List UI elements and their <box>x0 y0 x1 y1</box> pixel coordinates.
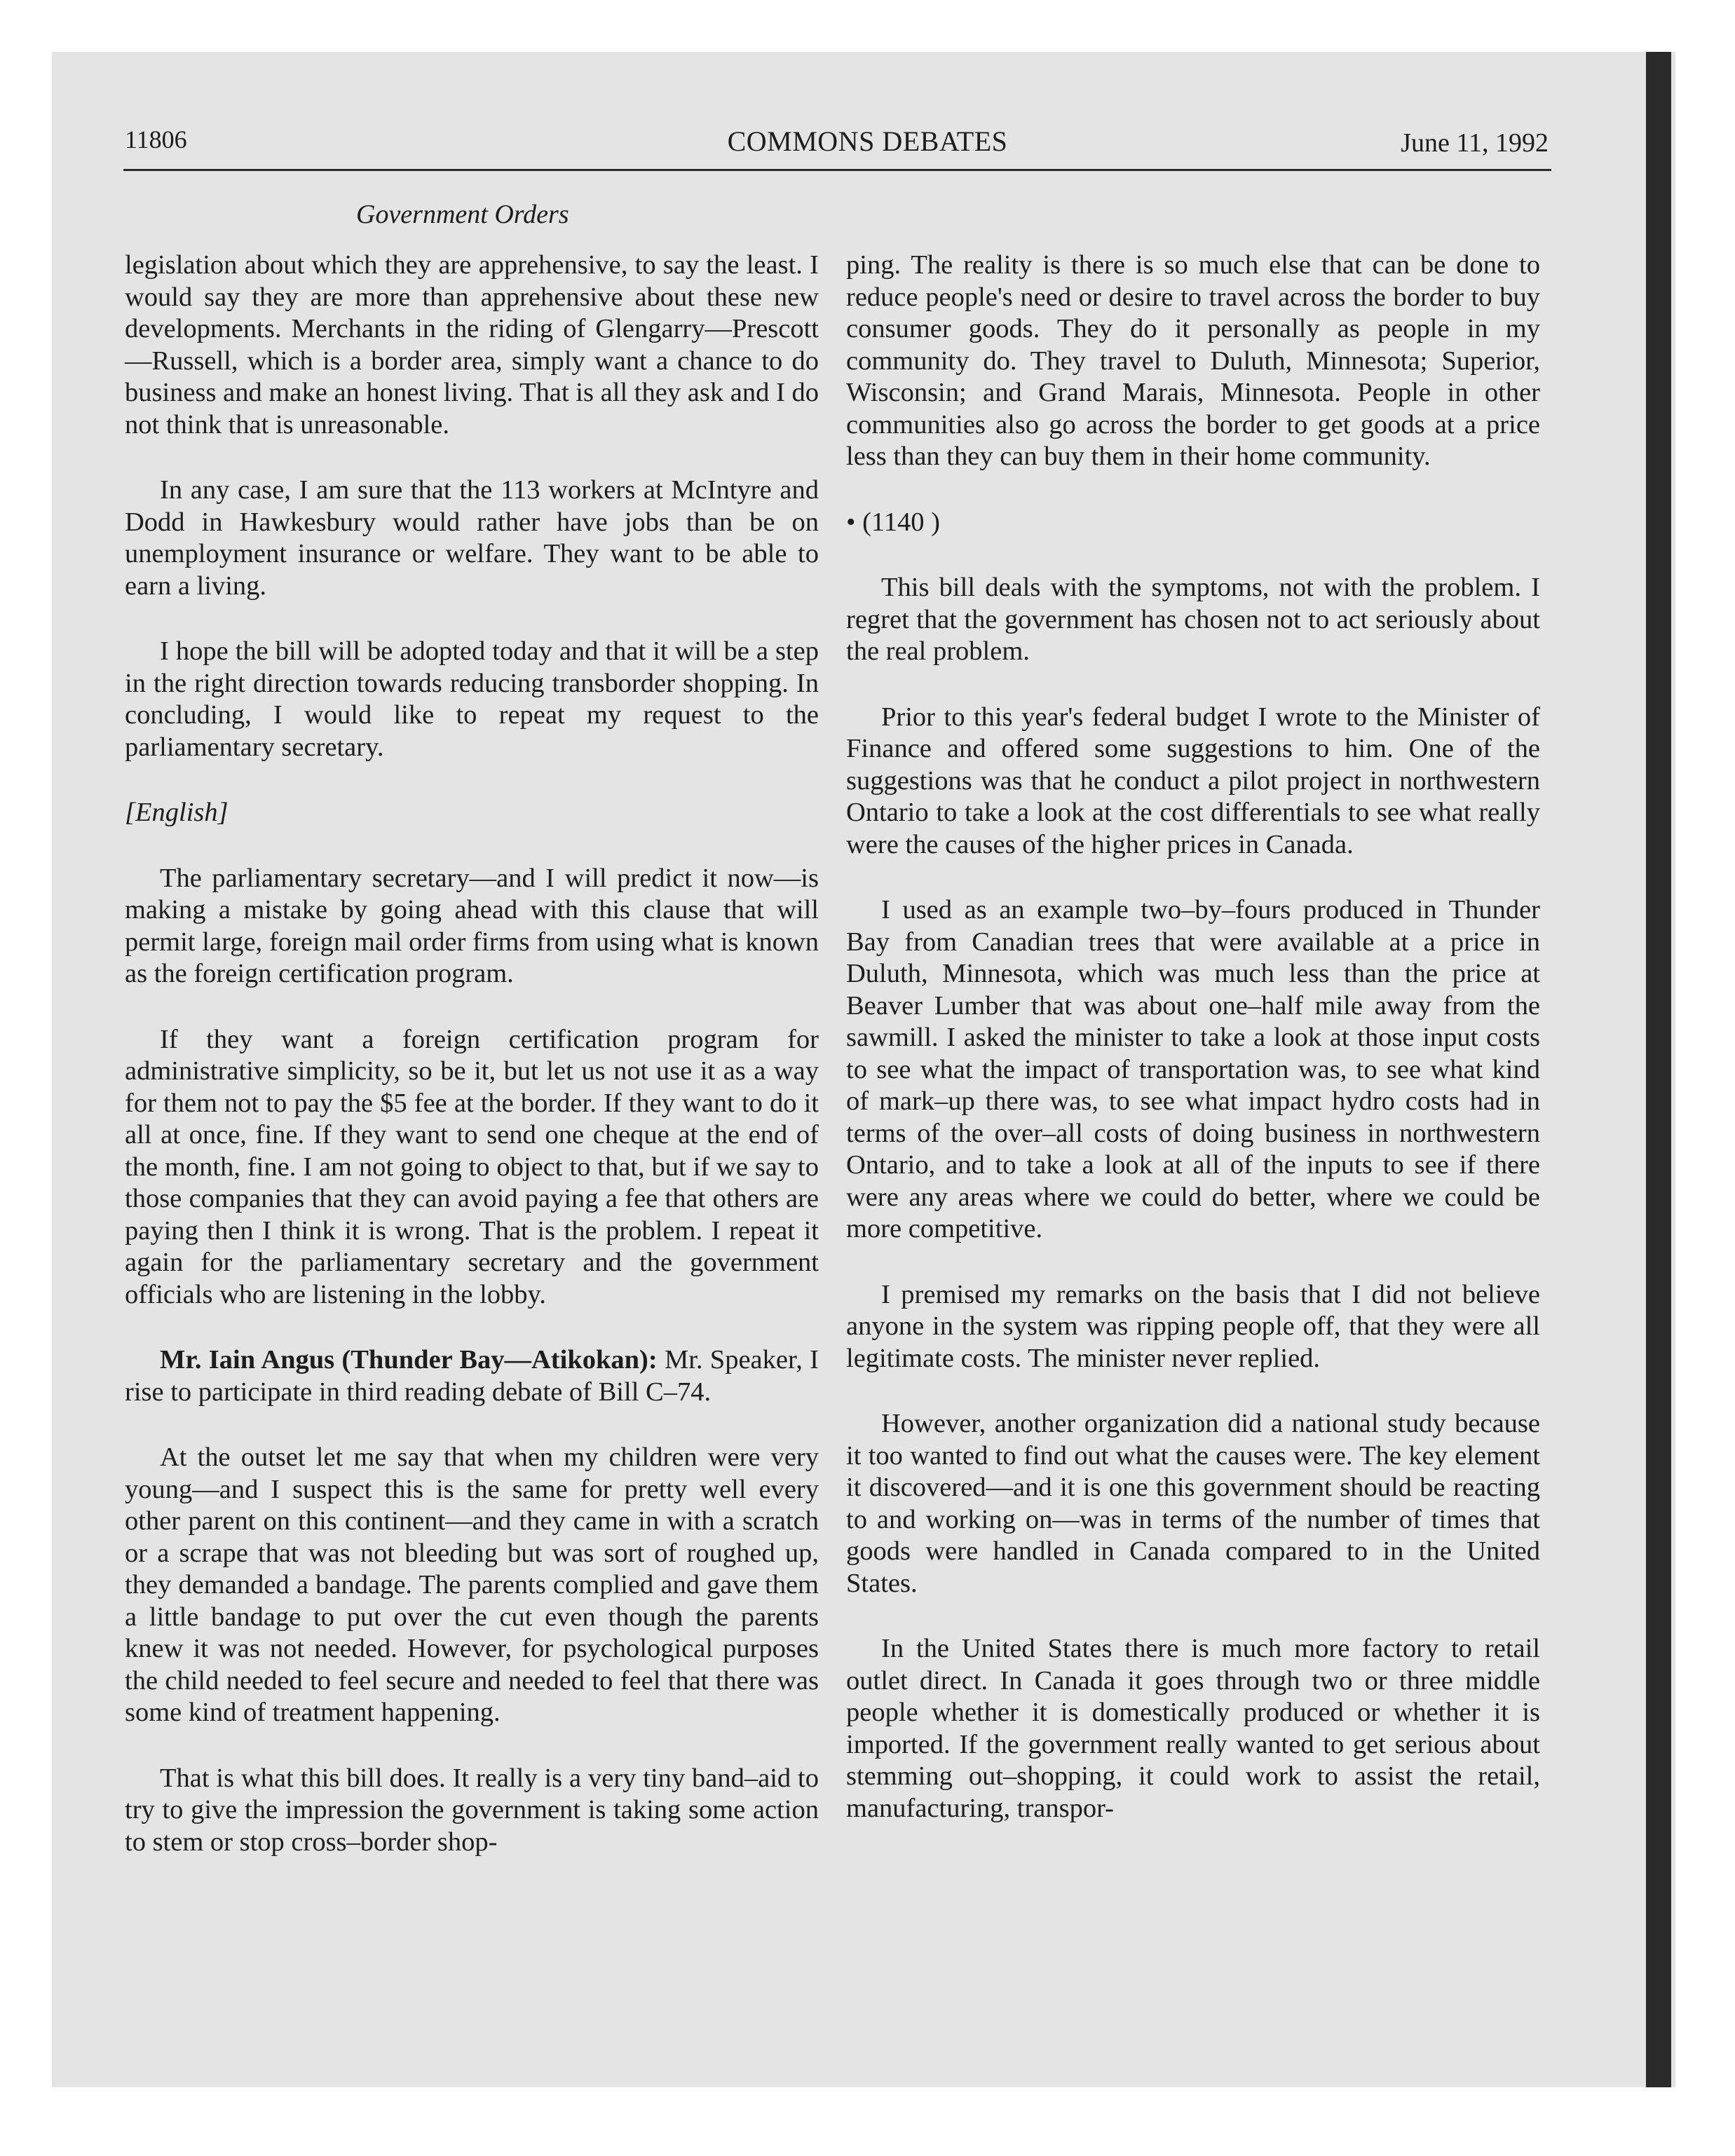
speaker-name: Mr. Iain Angus (Thunder Bay—Atikokan): <box>160 1345 658 1374</box>
paragraph: However, another organization did a national study because it too wanted to find out what the causes were. The key element it discovered—and it is one this government should be reacting to and working on—was in terms of the number of times that goods were handled in Canada compared to in the United States. <box>846 1409 1540 1598</box>
time-marker: • (1140 ) <box>846 507 940 537</box>
left-column <box>125 250 819 1892</box>
section-title: Government Orders <box>356 200 569 229</box>
paragraph: legislation about which they are apprehensive, to say the least. I would say they are more than apprehensive about these new developments. Merchants in the riding of Glengarry—Prescott—Russell, which is a border area, simply want a chance to do business and make an honest living. That is all they ask and I do not think that is unreasonable. <box>125 250 819 439</box>
journal-title: COMMONS DEBATES <box>727 125 1008 157</box>
paragraph: ping. The reality is there is so much else that can be done to reduce people's need or desire to travel across the border to buy consumer goods. They do it personally as people in my community do. They travel to Duluth, Minnesota; Superior, Wisconsin; and Grand Marais, Minnesota. People in other communities also go across the border to get goods at a price less than they can buy them in their home community. <box>846 250 1540 471</box>
paragraph: The parliamentary secretary—and I will predict it now—is making a mistake by going ahead with this clause that will permit large, foreign mail order firms from using what is known as the foreign certification program. <box>125 863 819 988</box>
paragraph: This bill deals with the symptoms, not with the problem. I regret that the government has chosen not to act seriously about the real problem. <box>846 573 1540 666</box>
speaker-text: Mr. Speaker, I rise to participate in third reading debate of Bill C–74. <box>125 1345 819 1407</box>
paragraph: At the outset let me say that when my children were very young—and I suspect this is the same for pretty well every other parent on this continent—and they came in with a scratch or a scrape that was not bleeding but was sort of roughed up, they demanded a bandage. The parents complied and gave them a little bandage to put over the cut even though the parents knew it was not needed. However, for psychological purposes the child needed to feel secure and needed to feel that there was some kind of treatment happening. <box>125 1442 819 1727</box>
paragraph: Prior to this year's federal budget I wrote to the Minister of Finance and offered some suggestions to him. One of the suggestions was that he conduct a pilot project in northwestern Ontario to take a look at the cost differentials to see what really were the causes of the higher prices in Canada. <box>846 702 1540 859</box>
header-rule <box>123 169 1551 171</box>
paragraph: That is what this bill does. It really is a very tiny band–aid to try to give the impression the government is taking some action to stem or stop cross–border shop- <box>125 1763 819 1857</box>
language-marker: [English] <box>125 798 229 827</box>
paragraph: If they want a foreign certification program for administrative simplicity, so be it, but let us not use it as a way for them not to pay the $5 fee at the border. If they want to do it all at once, fine. If they want to send one cheque at the end of the month, fine. I am not going to object to that, but if we say to those companies that they can avoid paying a fee that others are paying then I think it is wrong. That is the problem. I repeat it again for the parliamentary secretary and the government officials who are listening in the lobby. <box>125 1024 819 1309</box>
speaker-paragraph <box>125 1344 819 1408</box>
paragraph: I premised my remarks on the basis that I did not believe anyone in the system was ripping people off, that they were all legitimate costs. The minister never replied. <box>846 1279 1540 1373</box>
page-number: 11806 <box>125 125 187 153</box>
page-date: June 11, 1992 <box>1401 128 1549 158</box>
binding-edge <box>1646 52 1671 2087</box>
paragraph: In any case, I am sure that the 113 workers at McIntyre and Dodd in Hawkesbury would rather have jobs than be on unemployment insurance or welfare. They want to be able to earn a living. <box>125 475 819 601</box>
paragraph: I hope the bill will be adopted today and that it will be a step in the right direction towards reducing transborder shopping. In concluding, I would like to repeat my request to the parliamentary secretary. <box>125 636 819 762</box>
paragraph: In the United States there is much more factory to retail outlet direct. In Canada it goes through two or three middle people whether it is domestically produced or whether it is imported. If the government really wanted to get serious about stemming out–shopping, it could work to assist the retail, manufacturing, transpor- <box>846 1634 1540 1823</box>
right-column <box>846 250 1540 1858</box>
paragraph: I used as an example two–by–fours produced in Thunder Bay from Canadian trees that were available at a price in Duluth, Minnesota, which was much less than the price at Beaver Lumber that was about one–half mile away from the sawmill. I asked the minister to take a look at those input costs to see what the impact of transportation was, to see what kind of mark–up there was, to see what impact hydro costs had in terms of the over–all costs of doing business in northwestern Ontario, and to take a look at all of the inputs to see if there were any areas where we could do better, where we could be more competitive. <box>846 895 1540 1243</box>
